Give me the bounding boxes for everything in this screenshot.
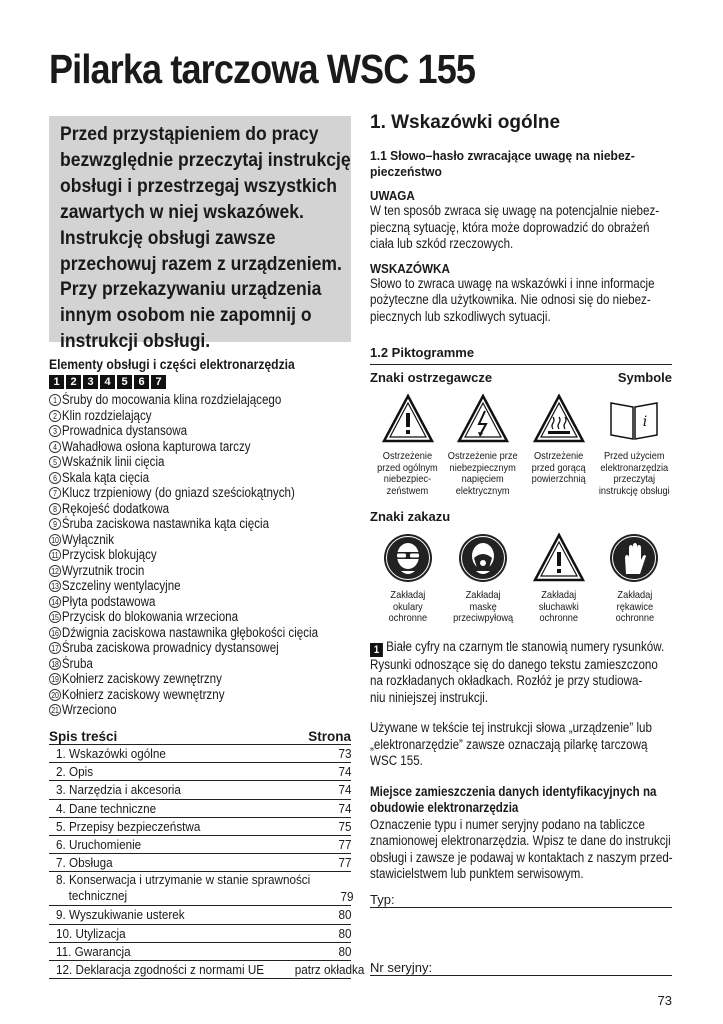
part-label: Dźwignia zaciskowa nastawnika głębokości cięcia xyxy=(61,624,319,640)
part-item xyxy=(49,454,311,470)
toc-row[interactable] xyxy=(49,906,351,924)
toc-title-text: 3. Narzędzia i akcesoria xyxy=(56,782,181,798)
figure-badge: 5 xyxy=(117,375,132,389)
part-item xyxy=(49,640,311,656)
toc-row[interactable] xyxy=(49,836,351,854)
subsection-heading-line: 1.1 Słowo–hasło zwracające uwagę na niebez- xyxy=(370,148,635,163)
toc-row[interactable] xyxy=(49,800,351,818)
part-number: 11 xyxy=(49,549,61,561)
mandatory-sign xyxy=(446,532,521,625)
serial-number-label: Nr seryjny: xyxy=(370,960,433,975)
part-item xyxy=(49,485,311,501)
toc-page: 79 xyxy=(339,889,353,905)
part-item xyxy=(49,392,311,408)
mandatory-signs-label: Znaki zakazu xyxy=(370,509,451,524)
part-label: Szczeliny wentylacyjne xyxy=(61,578,181,593)
uwaga-line: W ten sposób zwraca się uwagę na potencjalnie niebez- xyxy=(370,203,660,218)
part-number: 7 xyxy=(49,487,61,499)
warning-signs-label: Znaki ostrzegawcze xyxy=(370,370,493,385)
part-label: Wskaźnik linii cięcia xyxy=(61,454,165,469)
toc-title-text: 6. Uruchomienie xyxy=(56,836,142,852)
toc-page: 74 xyxy=(337,800,351,816)
uwaga-label: UWAGA xyxy=(370,188,415,203)
part-item xyxy=(49,470,311,486)
part-label: Wyrzutnik trocin xyxy=(61,562,145,578)
read-manual-warning-box xyxy=(49,116,351,353)
toc-title-text: 8. Konserwacja i utrzymanie w stanie sprawności xyxy=(56,872,311,888)
toc-title xyxy=(56,836,308,853)
toc-row[interactable] xyxy=(49,763,351,781)
toc-row[interactable] xyxy=(49,745,351,763)
safety-goggles-icon xyxy=(382,532,434,584)
part-number: 5 xyxy=(49,456,61,468)
toc-page: 80 xyxy=(337,925,351,941)
toc-title-text: 7. Obsługa xyxy=(56,855,113,871)
dust-mask-icon xyxy=(457,532,509,584)
sign-caption-line: ochronne xyxy=(388,612,427,624)
warning-sign xyxy=(370,393,445,497)
identification-line: obsługi i zawsze je podawaj w kontaktach z naszym przed- xyxy=(370,849,673,865)
figure-badge: 3 xyxy=(83,375,98,389)
mandatory-sign xyxy=(597,532,672,625)
toc-title xyxy=(56,961,264,978)
sign-caption-line: Zakładaj xyxy=(616,589,652,601)
warning-line: przechowuj razem z urządzeniem. xyxy=(60,252,342,275)
usage-line: „elektronarzędzie” zawsze oznaczają pilarkę tarczową xyxy=(370,736,648,752)
part-item xyxy=(49,702,311,718)
sign-caption-line: rękawice xyxy=(616,600,653,613)
identification-line: stawicielstwem lub punktem serwisowym. xyxy=(370,866,584,882)
part-label: Śruba zaciskowa prowadnicy dystansowej xyxy=(61,640,279,655)
part-number: 10 xyxy=(49,534,61,546)
part-label: Kołnierz zaciskowy wewnętrzny xyxy=(61,686,225,702)
part-item xyxy=(49,624,319,641)
warning-sign xyxy=(597,393,672,497)
toc-page-heading: Strona xyxy=(308,729,351,744)
figure-note-line: Rysunki odnoszące się do danego tekstu zamieszczono xyxy=(370,656,658,672)
sign-caption-line: Zakładaj xyxy=(541,589,577,601)
read-manual-icon xyxy=(608,393,660,445)
toc-title xyxy=(56,763,308,780)
toc-heading: Spis treści xyxy=(49,729,118,744)
part-label: Kołnierz zaciskowy zewnętrzny xyxy=(61,671,222,686)
identification-heading: obudowie elektronarzędzia xyxy=(370,800,519,816)
sign-caption-line: Zakładaj xyxy=(390,589,425,601)
warning-sign xyxy=(521,393,596,497)
part-label: Śruba xyxy=(61,655,93,671)
part-item xyxy=(49,563,311,579)
toc-row[interactable] xyxy=(49,943,351,961)
sign-caption-line: powierzchnią xyxy=(531,473,586,485)
part-number: 20 xyxy=(49,689,61,701)
part-label: Wyłącznik xyxy=(61,531,115,547)
toc-title xyxy=(56,872,310,905)
type-label: Typ: xyxy=(370,892,395,907)
toc-title-text: 4. Dane techniczne xyxy=(56,800,157,816)
sign-caption-line: zeństwem xyxy=(386,484,429,497)
part-item xyxy=(49,656,311,672)
part-number: 2 xyxy=(49,410,61,422)
warning-line: Przed przystąpieniem do pracy xyxy=(60,123,319,145)
sign-caption-line: Ostrzeżenie prze xyxy=(448,450,519,462)
serial-number-field[interactable] xyxy=(370,960,672,976)
part-item xyxy=(49,408,311,424)
part-label: Klin rozdzielający xyxy=(61,407,152,423)
sign-caption-line: elektronarzędzia xyxy=(600,461,669,474)
sign-caption-line: niebezpiecznym xyxy=(450,461,517,474)
part-number: 19 xyxy=(49,673,61,685)
sign-caption-line: ochronne xyxy=(539,612,579,624)
uwaga-line: ciała lub szkód rzeczowych. xyxy=(370,236,514,251)
toc-row[interactable] xyxy=(49,925,351,943)
identification-line: znamionowej elektronarzędzia. Wpisz te dane do instrukcji xyxy=(370,833,671,849)
part-item xyxy=(49,547,311,563)
sign-caption-line: instrukcję obsługi xyxy=(599,484,670,497)
wskazowka-label: WSKAZÓWKA xyxy=(370,260,450,276)
sign-caption-line: Przed użyciem xyxy=(604,450,665,462)
usage-line: Używane w tekście tej instrukcji słowa „urządzenie” lub xyxy=(370,720,652,736)
part-label: Skala kąta cięcia xyxy=(61,469,150,485)
toc-page: 77 xyxy=(337,836,351,852)
section-heading: 1. Wskazówki ogólne xyxy=(370,112,561,133)
part-item xyxy=(49,501,311,517)
elements-heading: Elementy obsługi i części elektronarzędzia xyxy=(49,357,295,372)
parts-list xyxy=(49,392,354,718)
warning-sign xyxy=(446,393,521,497)
part-label: Przycisk do blokowania wrzeciona xyxy=(61,609,239,624)
part-number: 14 xyxy=(49,596,61,608)
sign-caption-line: elektrycznym xyxy=(456,484,511,497)
part-number: 9 xyxy=(49,518,61,530)
warning-line: Instrukcję obsługi zawsze xyxy=(60,226,276,249)
warning-line: obsługi i przestrzegaj wszystkich xyxy=(60,174,337,197)
warning-line: Przy przekazywaniu urządzenia xyxy=(60,278,322,301)
hot-surface-warning-icon xyxy=(533,393,585,445)
figure-badge: 4 xyxy=(100,375,115,389)
wskazowka-line: pożyteczne dla użytkownika. Nie odnosi się do niebez- xyxy=(370,292,651,307)
uwaga-line: pieczną sytuację, która może doprowadzić do obrażeń xyxy=(370,219,650,235)
figure-note-line: niu niniejszej instrukcji. xyxy=(370,689,489,705)
sign-caption-line: napięciem xyxy=(462,473,505,485)
sign-caption-line: niebezpiec- xyxy=(383,473,432,485)
part-item xyxy=(49,687,311,703)
part-item xyxy=(49,423,311,439)
warning-line: instrukcji obsługi. xyxy=(60,330,211,353)
part-label: Wahadłowa osłona kapturowa tarczy xyxy=(61,438,251,454)
subsection-heading-line: pieczeństwo xyxy=(370,164,442,179)
toc-title xyxy=(56,800,308,817)
toc-page: 80 xyxy=(337,943,351,959)
figure-note-line xyxy=(370,638,665,657)
part-number: 17 xyxy=(49,642,61,654)
part-label: Śruby do mocowania klina rozdzielającego xyxy=(61,392,282,407)
part-number: 8 xyxy=(49,503,61,515)
part-item xyxy=(49,578,311,594)
part-item xyxy=(49,439,311,455)
toc-title-text: 2. Opis xyxy=(56,764,94,780)
toc-title-text: technicznej xyxy=(68,888,128,904)
part-number: 4 xyxy=(49,441,61,453)
toc-row[interactable] xyxy=(49,818,351,836)
toc-title xyxy=(56,854,308,871)
part-number: 6 xyxy=(49,472,61,484)
electric-shock-warning-icon xyxy=(457,393,509,445)
sign-caption-line: słuchawki xyxy=(538,600,579,613)
part-item xyxy=(49,594,311,610)
toc-title xyxy=(56,781,308,798)
figure-note xyxy=(370,639,672,707)
warning-line: innym osobom nie zapomnij o xyxy=(60,304,312,327)
sign-caption-line: Zakładaj xyxy=(465,589,501,601)
warning-line: zawartych w niej wskazówek. xyxy=(60,200,304,223)
toc-header xyxy=(49,729,351,745)
mandatory-sign xyxy=(370,532,445,625)
figure-badges xyxy=(49,375,354,390)
table-of-contents xyxy=(49,729,365,979)
part-item xyxy=(49,609,311,625)
part-number: 15 xyxy=(49,611,61,623)
toc-row[interactable] xyxy=(49,961,365,979)
elements-section xyxy=(49,357,354,718)
sign-caption-line: przeciwpyłową xyxy=(453,612,514,624)
type-field[interactable] xyxy=(370,892,672,908)
identification-line: Oznaczenie typu i numer seryjny podano na tabliczce xyxy=(370,816,645,832)
part-label: Przycisk blokujący xyxy=(61,547,157,562)
subsection-heading xyxy=(370,148,651,180)
part-item xyxy=(49,671,311,687)
sign-caption-line: przed ogólnym xyxy=(377,461,438,474)
toc-row[interactable] xyxy=(49,854,351,872)
part-label: Płyta podstawowa xyxy=(61,593,156,609)
toc-title-text: 11. Gwarancja xyxy=(56,943,131,959)
symbols-label: Symbole xyxy=(617,370,672,385)
figure-badge: 1 xyxy=(370,643,383,657)
toc-title-text: 9. Wyszukiwanie usterek xyxy=(56,907,185,923)
part-item xyxy=(49,516,311,532)
part-label: Rękojeść dodatkowa xyxy=(61,500,170,516)
part-label: Śruba zaciskowa nastawnika kąta cięcia xyxy=(61,516,270,531)
toc-title xyxy=(56,925,308,942)
figure-badge: 6 xyxy=(134,375,149,389)
page-title: Pilarka tarczowa WSC 155 xyxy=(49,46,476,92)
part-item xyxy=(49,532,311,548)
figure-note-text: Białe cyfry na czarnym tle stanowią numery rysunków. xyxy=(382,638,665,654)
part-label: Klucz trzpieniowy (do gniazd sześciokątnych) xyxy=(61,485,295,500)
warning-line: bezwzględnie przeczytaj instrukcję xyxy=(60,148,351,171)
toc-page: 75 xyxy=(337,818,351,834)
toc-title xyxy=(56,943,308,960)
toc-page: 80 xyxy=(337,907,351,923)
toc-row[interactable] xyxy=(49,872,351,906)
sign-caption-line: Ostrzeżenie xyxy=(534,450,584,462)
figure-badge: 7 xyxy=(151,375,166,389)
warning-signs-header xyxy=(370,370,672,385)
toc-page: 77 xyxy=(337,855,351,871)
figure-note-line: na rozkładanych okładkach. Rozłóż je przy studiowa- xyxy=(370,673,643,689)
part-label: Prowadnica dystansowa xyxy=(61,423,188,438)
toc-row[interactable] xyxy=(49,781,351,799)
toc-title-text: 12. Deklaracja zgodności z normami UE xyxy=(56,961,265,977)
toc-page: 74 xyxy=(337,764,351,780)
toc-title-text: 10. Utylizacja xyxy=(56,925,126,941)
toc-page: 73 xyxy=(337,746,351,761)
usage-note xyxy=(370,720,672,770)
sign-caption-line: maskę xyxy=(469,600,497,613)
sign-caption-line: przeczytaj xyxy=(613,473,656,485)
gloves-icon xyxy=(608,532,660,584)
exclamation-warning-icon xyxy=(382,393,434,445)
toc-title xyxy=(56,818,308,835)
wskazowka-line: piecznych lub szkodliwych sytuacji. xyxy=(370,308,551,324)
mandatory-sign xyxy=(521,532,596,625)
sign-caption-line: ochronne xyxy=(615,612,654,624)
sign-caption-line: przed gorącą xyxy=(531,461,586,474)
sign-caption-line: Ostrzeżenie xyxy=(382,450,433,462)
mandatory-signs-row xyxy=(370,532,672,625)
pictograms-heading: 1.2 Piktogramme xyxy=(370,345,475,360)
part-number: 1 xyxy=(49,394,61,406)
warning-signs-row xyxy=(370,393,672,497)
part-number: 13 xyxy=(49,580,61,592)
figure-badge: 2 xyxy=(66,375,81,389)
part-number: 21 xyxy=(49,704,61,716)
part-number: 12 xyxy=(49,565,61,577)
identification-heading: Miejsce zamieszczenia danych identyfikacyjnych na xyxy=(370,783,657,799)
toc-page: 74 xyxy=(337,782,351,798)
part-number: 18 xyxy=(49,658,61,670)
toc-title-text: 5. Przepisy bezpieczeństwa xyxy=(56,818,201,834)
figure-badge: 1 xyxy=(49,375,64,389)
svg-text:i: i xyxy=(643,414,648,430)
part-number: 3 xyxy=(49,425,61,437)
toc-title xyxy=(56,906,308,923)
sign-caption-line: okulary xyxy=(392,600,423,613)
part-number: 16 xyxy=(49,627,61,639)
general-info-column xyxy=(370,112,672,883)
part-label: Wrzeciono xyxy=(61,702,117,717)
page-number: 73 xyxy=(657,993,672,1008)
hearing-protection-icon xyxy=(533,532,585,584)
wskazowka-line: Słowo to zwraca uwagę na wskazówki i inne informacje xyxy=(370,275,655,291)
toc-title xyxy=(56,745,308,762)
identification-section xyxy=(370,784,672,883)
usage-line: WSC 155. xyxy=(370,753,423,769)
toc-page: patrz okładka xyxy=(294,961,365,977)
toc-title-text: 1. Wskazówki ogólne xyxy=(56,746,166,761)
